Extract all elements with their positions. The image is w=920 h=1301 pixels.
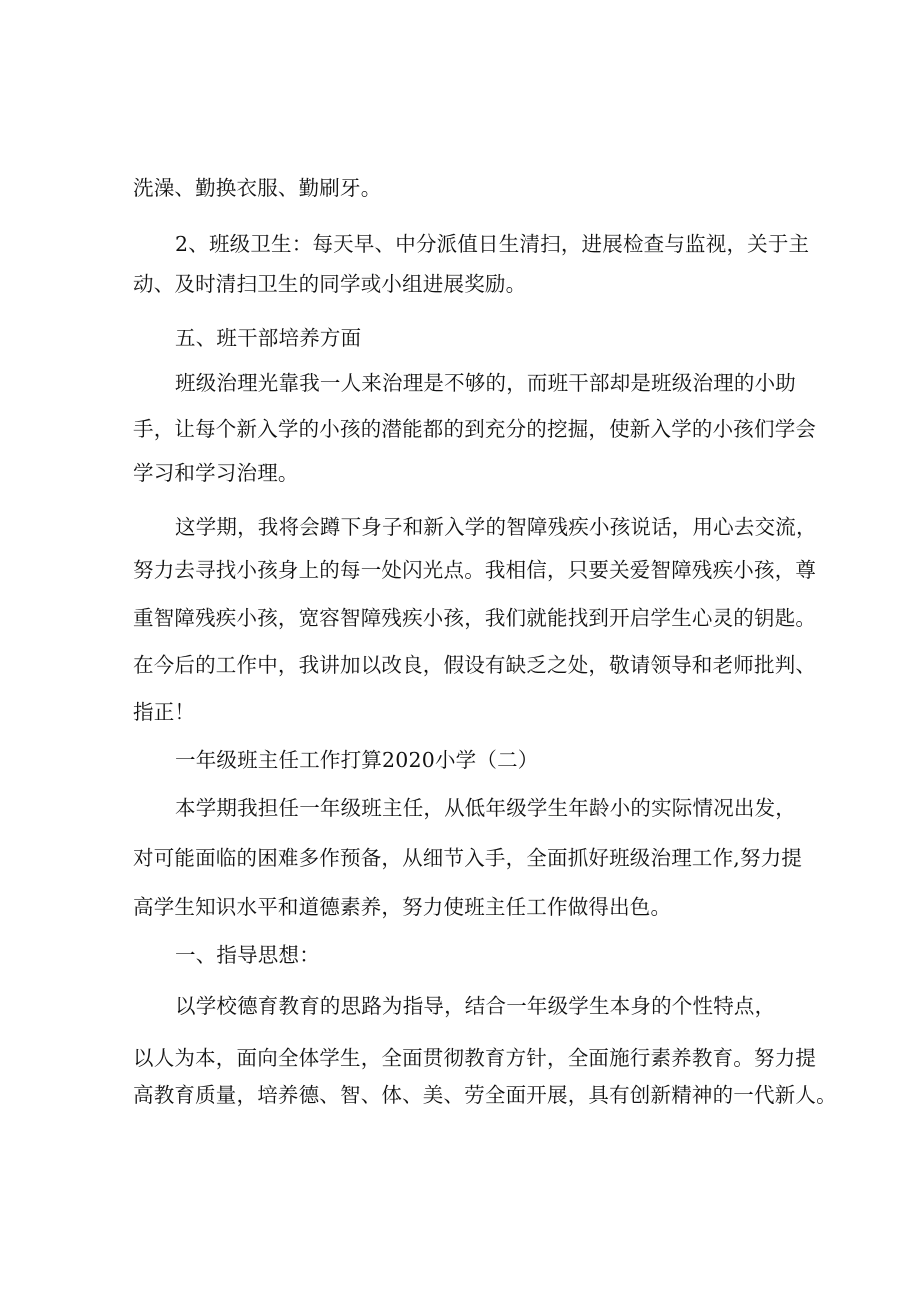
text-line: 高教育质量，培养德、智、体、美、劳全面开展，具有创新精神的一代新人。: [133, 1083, 837, 1107]
section-heading: 一年级班主任工作打算2020小学（二）: [175, 748, 539, 772]
text-line: 本学期我担任一年级班主任，从低年级学生年龄小的实际情况出发，: [175, 796, 796, 820]
text-line: 在今后的工作中，我讲加以改良，假设有缺乏之处，敬请领导和老师批判、: [133, 653, 817, 677]
text-line: 对可能面临的困难多作预备，从细节入手，全面抓好班级治理工作,努力提: [133, 846, 803, 870]
text-line: 这学期，我将会蹲下身子和新入学的智障残疾小孩说话，用心去交流，: [175, 515, 817, 539]
text-line: 以学校德育教育的思路为指导，结合一年级学生本身的个性特点，: [175, 994, 776, 1018]
section-heading: 五、班干部培养方面: [175, 326, 362, 350]
section-heading: 一、指导思想：: [175, 943, 320, 967]
text-line: 以人为本，面向全体学生，全面贯彻教育方针，全面施行素养教育。努力提: [133, 1046, 817, 1070]
text-line: 努力去寻找小孩身上的每一处闪光点。我相信，只要关爱智障残疾小孩，尊: [133, 558, 817, 582]
text-line: 学习和学习治理。: [133, 461, 299, 485]
text-line: 手，让每个新入学的小孩的潜能都的到充分的挖掘，使新入学的小孩们学会: [133, 417, 817, 441]
text-line: 重智障残疾小孩，宽容智障残疾小孩，我们就能找到开启学生心灵的钥匙。: [133, 606, 817, 630]
text-line: 班级治理光靠我一人来治理是不够的，而班干部却是班级治理的小助: [175, 371, 796, 395]
text-line: 洗澡、勤换衣服、勤刷牙。: [133, 176, 382, 200]
text-line: 动、及时清扫卫生的同学或小组进展奖励。: [133, 272, 527, 296]
text-line: 高学生知识水平和道德素养，努力使班主任工作做得出色。: [133, 895, 672, 919]
text-line: 指正！: [133, 700, 196, 724]
text-line: 2、班级卫生：每天早、中分派值日生清扫，进展检查与监视，关于主: [175, 232, 810, 256]
